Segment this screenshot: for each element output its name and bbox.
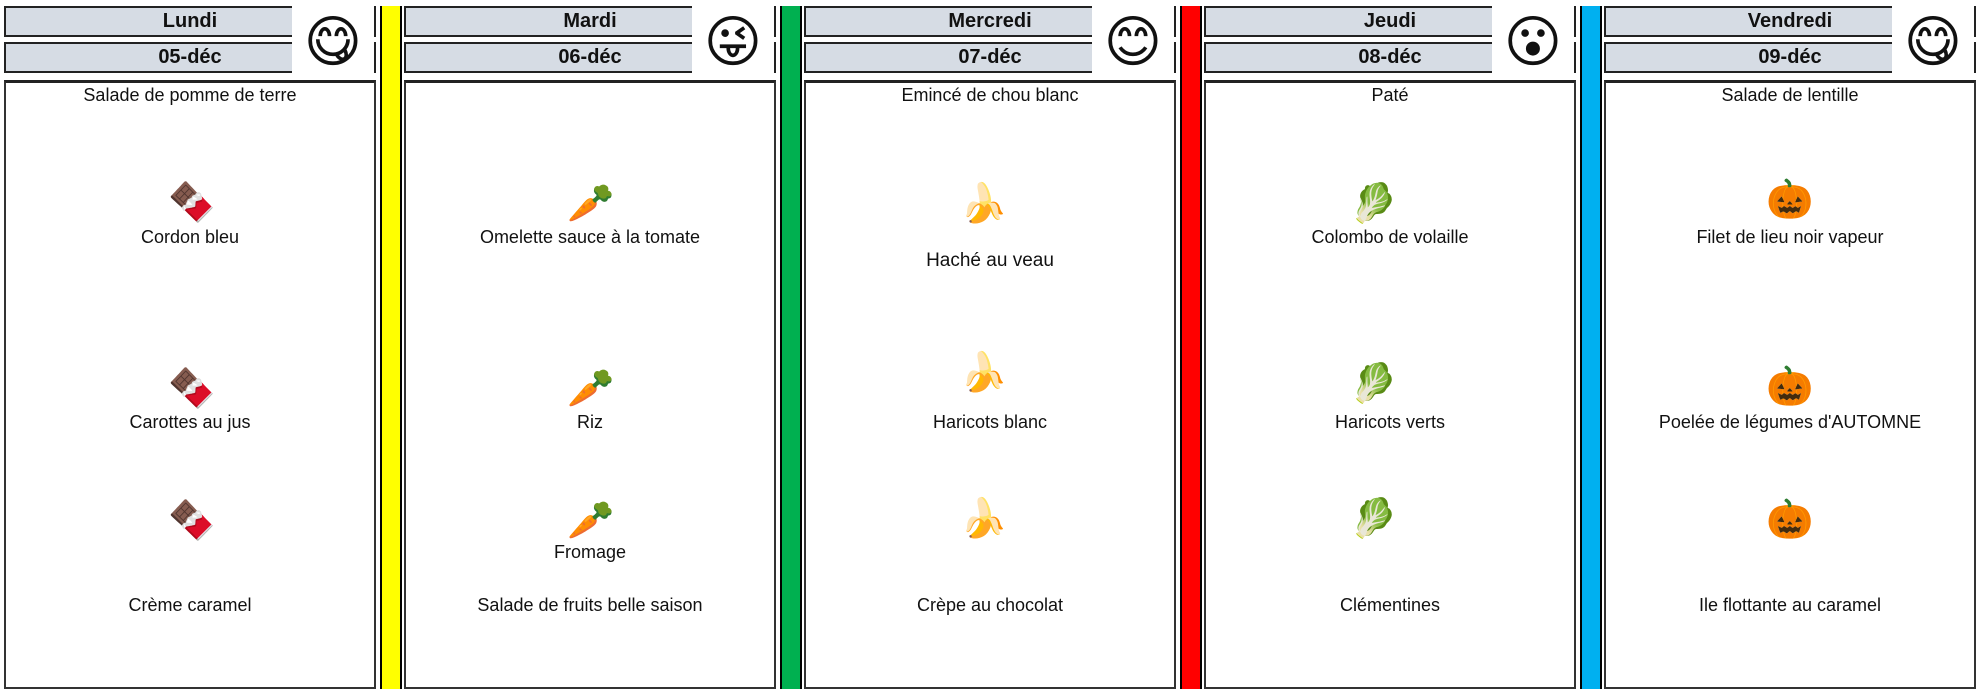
emoji-eating-salad-icon: 😜 (692, 6, 774, 78)
color-divider-blue (1580, 6, 1602, 689)
leek-mascot-icon: 🥬 (1350, 498, 1398, 540)
day-body (1604, 80, 1976, 689)
side-dish: Haricots verts (1334, 412, 1446, 432)
emoji-baby-bib-icon: 😋 (292, 6, 374, 78)
emoji-pasta-icon: 😋 (1892, 6, 1974, 78)
carrot-mascot-icon: 🥕 (567, 183, 615, 225)
day-column-vendredi (1604, 6, 1976, 689)
pumpkin-mascot-icon: 🎃 (1766, 179, 1814, 221)
day-body (4, 80, 376, 689)
day-name: Mercredi (804, 6, 1176, 37)
day-date: 05-déc (4, 42, 376, 73)
banana-mascot-icon: 🍌 (960, 183, 1008, 225)
day-date: 08-déc (1204, 42, 1576, 73)
day-name: Jeudi (1204, 6, 1576, 37)
starter: Salade de pomme de terre (83, 85, 297, 105)
side-dish: Riz (577, 412, 603, 432)
dessert: Crèpe au chocolat (916, 595, 1064, 615)
main-dish: Colombo de volaille (1311, 227, 1469, 247)
day-column-lundi (4, 6, 376, 689)
color-divider-green (780, 6, 802, 689)
day-column-mercredi (804, 6, 1176, 689)
starter: Salade de lentille (1721, 85, 1859, 105)
emoji-pizza-icon: 😊 (1092, 6, 1174, 78)
chocolate-mascot-icon: 🍫 (168, 182, 216, 224)
dessert: Crème caramel (128, 595, 252, 615)
carrot-mascot-icon: 🥕 (567, 368, 615, 410)
leek-mascot-icon: 🥬 (1350, 183, 1398, 225)
dessert: Clémentines (1339, 595, 1441, 615)
day-date: 09-déc (1604, 42, 1976, 73)
cheese: Fromage (553, 542, 627, 562)
starter: Emincé de chou blanc (901, 85, 1079, 105)
main-dish: Cordon bleu (140, 227, 240, 247)
pumpkin-mascot-icon: 🎃 (1766, 366, 1814, 408)
chocolate-mascot-icon: 🍫 (168, 500, 216, 542)
dessert: Salade de fruits belle saison (477, 595, 703, 615)
starter: Paté (1371, 85, 1409, 105)
day-name: Lundi (4, 6, 376, 37)
color-divider-yellow (380, 6, 402, 689)
side-dish: Carottes au jus (129, 412, 251, 432)
day-body (804, 80, 1176, 689)
side-dish: Poelée de légumes d'AUTOMNE (1658, 412, 1922, 432)
banana-mascot-icon: 🍌 (960, 352, 1008, 394)
main-dish: Haché au veau (926, 250, 1054, 271)
day-name: Mardi (404, 6, 776, 37)
leek-mascot-icon: 🥬 (1350, 363, 1398, 405)
dessert: Ile flottante au caramel (1698, 595, 1882, 615)
pumpkin-mascot-icon: 🎃 (1766, 499, 1814, 541)
color-divider-red (1180, 6, 1202, 689)
emoji-spaghetti-icon: 😮 (1492, 6, 1574, 78)
chocolate-mascot-icon: 🍫 (168, 368, 216, 410)
carrot-mascot-icon: 🥕 (567, 500, 615, 542)
main-dish: Filet de lieu noir vapeur (1696, 227, 1884, 247)
day-column-jeudi (1204, 6, 1576, 689)
day-date: 06-déc (404, 42, 776, 73)
main-dish: Omelette sauce à la tomate (479, 227, 701, 247)
banana-mascot-icon: 🍌 (960, 498, 1008, 540)
day-name: Vendredi (1604, 6, 1976, 37)
day-column-mardi (404, 6, 776, 689)
day-date: 07-déc (804, 42, 1176, 73)
day-body (404, 80, 776, 689)
day-body (1204, 80, 1576, 689)
side-dish: Haricots blanc (932, 412, 1048, 432)
